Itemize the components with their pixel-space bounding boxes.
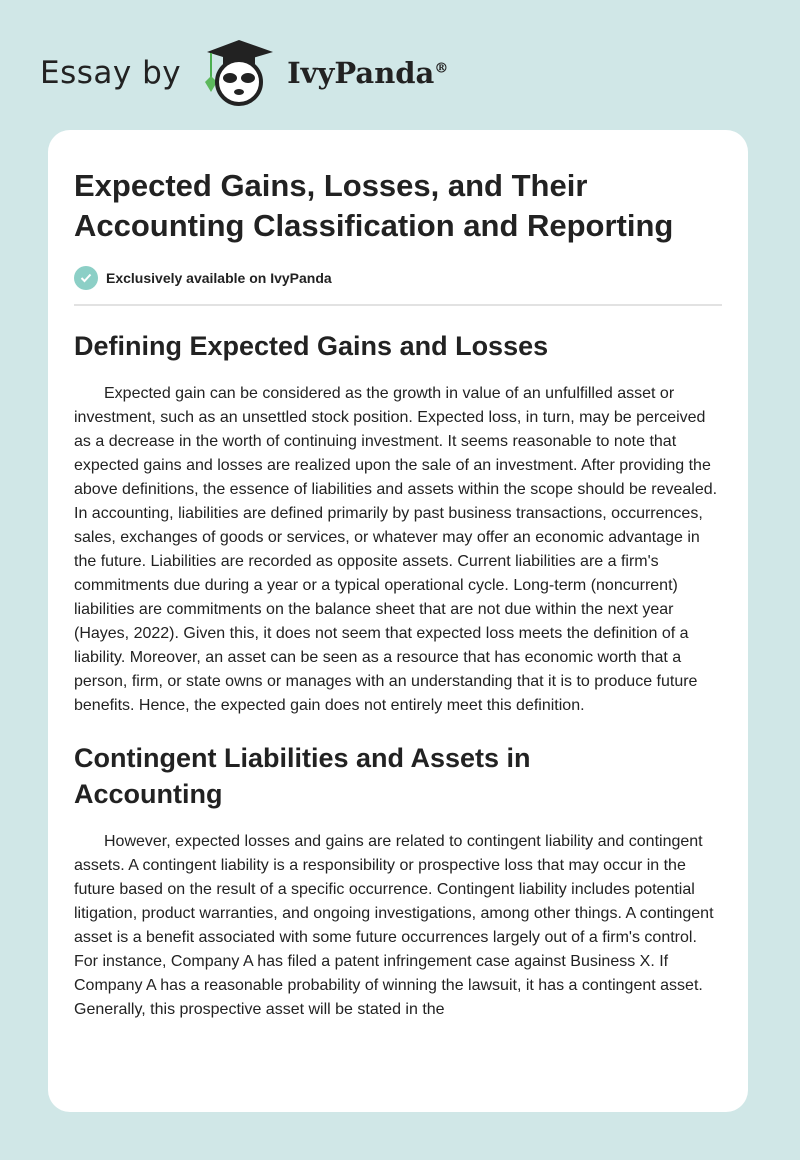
section-heading: Defining Expected Gains and Losses <box>74 331 549 361</box>
site-header <box>40 38 448 108</box>
brand-text: IvyPanda <box>287 56 435 90</box>
divider <box>74 304 722 306</box>
essay-card <box>48 130 748 1112</box>
essay-by-label: Essay by <box>40 55 182 91</box>
brand-name[interactable] <box>287 56 448 90</box>
section-heading: Contingent Liabilities and Assets in Accounting <box>74 743 531 809</box>
panda-logo-icon <box>197 38 277 108</box>
check-icon <box>74 266 98 290</box>
exclusive-badge <box>74 266 722 290</box>
section-paragraph: However, expected losses and gains are related to contingent liability and contingent assets. A contingent liability is a responsibility or prospective loss that may occur in the future based on the result of a specific occurrence. Contingent liability includes potential litigation, product warranties, and ongoing investigations, among other things. A contingent asset is a benefit associated with some future occurrences largely out of a firm's control. For instance, Company A has filed a patent infringement case against Business X. If Company A has a reasonable probability of winning the lawsuit, it has a contingent asset. Generally, this prospective asset will be stated in the <box>74 833 714 1018</box>
registered-mark: ® <box>434 60 449 77</box>
section-paragraph: Expected gain can be considered as the growth in value of an unfulfilled asset or investment, such as an unsettled stock position. Expected loss, in turn, may be perceived as a decrease in the worth of continuing investment. It seems reasonable to note that expected gains and losses are realized upon the sale of an investment. After providing the above definitions, the essence of liabilities and assets within the scope should be revealed. In accounting, liabilities are defined primarily by past business transactions, occurrences, sales, exchanges of goods or services, or whatever may offer an economic advantage in the future. Liabilities are recorded as opposite assets. Current liabilities are a firm's commitments due during a year or a typical operational cycle. Long-term (noncurrent) liabilities are commitments on the balance sheet that are not due within the next year (Hayes, 2022). Given this, it does not seem that expected loss meets the definition of a liability. Moreover, an asset can be seen as a resource that has economic worth that a person, firm, or state owns or manages with an understanding that it is to produce future benefits. Hence, the expected gain does not entirely meet this definition. <box>74 385 718 714</box>
badge-label: Exclusively available on IvyPanda <box>106 270 332 286</box>
page-title: Expected Gains, Losses, and Their Accounting Classification and Reporting <box>74 168 674 243</box>
